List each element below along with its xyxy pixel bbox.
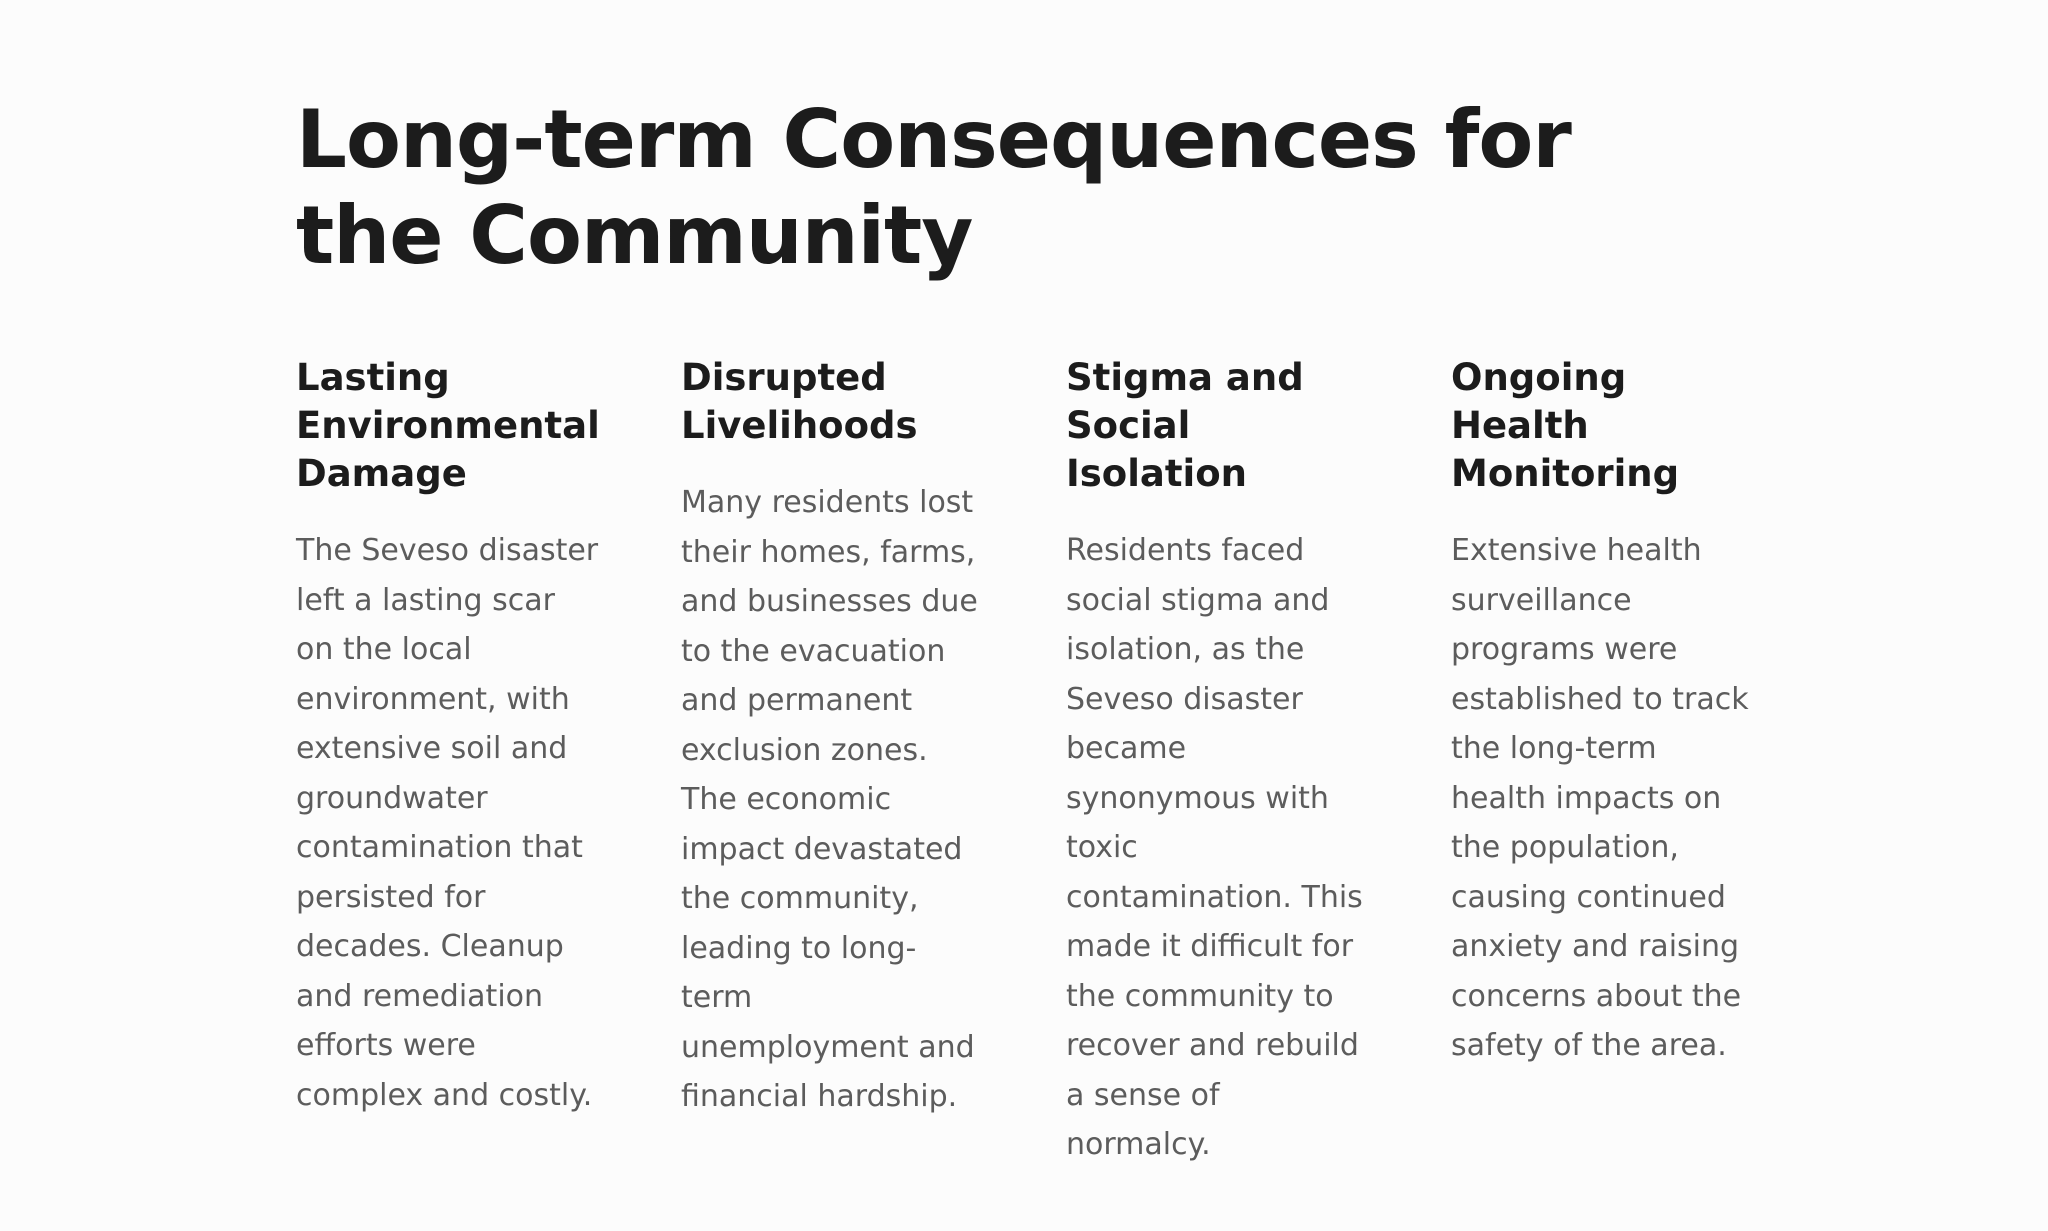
column-heading: Lasting Environmental Damage xyxy=(296,356,600,495)
column-body: Many residents lost their homes, farms, and businesses due to the evacuation and permanent exclusion zones. The economic impact devastated the community, leading to long-term unemployment and financial hardship. xyxy=(681,485,978,1114)
column-body: Residents faced social stigma and isolation, as the Seveso disaster became synonymous with toxic contamination. This made it difficult for the community to recover and rebuild a sense of normalcy. xyxy=(1066,533,1363,1162)
column-body: Extensive health surveillance programs were established to track the long-term health impacts on the population, causing continued anxiety and raising concerns about the safety of the area. xyxy=(1451,533,1749,1063)
column-heading: Disrupted Livelihoods xyxy=(681,356,918,447)
column-environmental-damage xyxy=(296,354,601,1170)
slide-title: Long-term Consequences for the Community xyxy=(296,93,1571,282)
column-body: The Seveso disaster left a lasting scar on the local environment, with extensive soil and groundwater contamination that persisted for decades. Cleanup and remediation efforts were complex and costly. xyxy=(296,533,599,1113)
slide xyxy=(296,92,1766,1162)
column-heading: Stigma and Social Isolation xyxy=(1066,356,1304,495)
column-disrupted-livelihoods xyxy=(681,354,986,1170)
column-heading: Ongoing Health Monitoring xyxy=(1451,356,1680,495)
column-stigma-isolation xyxy=(1066,354,1371,1170)
consequence-columns xyxy=(296,354,1756,1170)
column-health-monitoring xyxy=(1451,354,1756,1170)
